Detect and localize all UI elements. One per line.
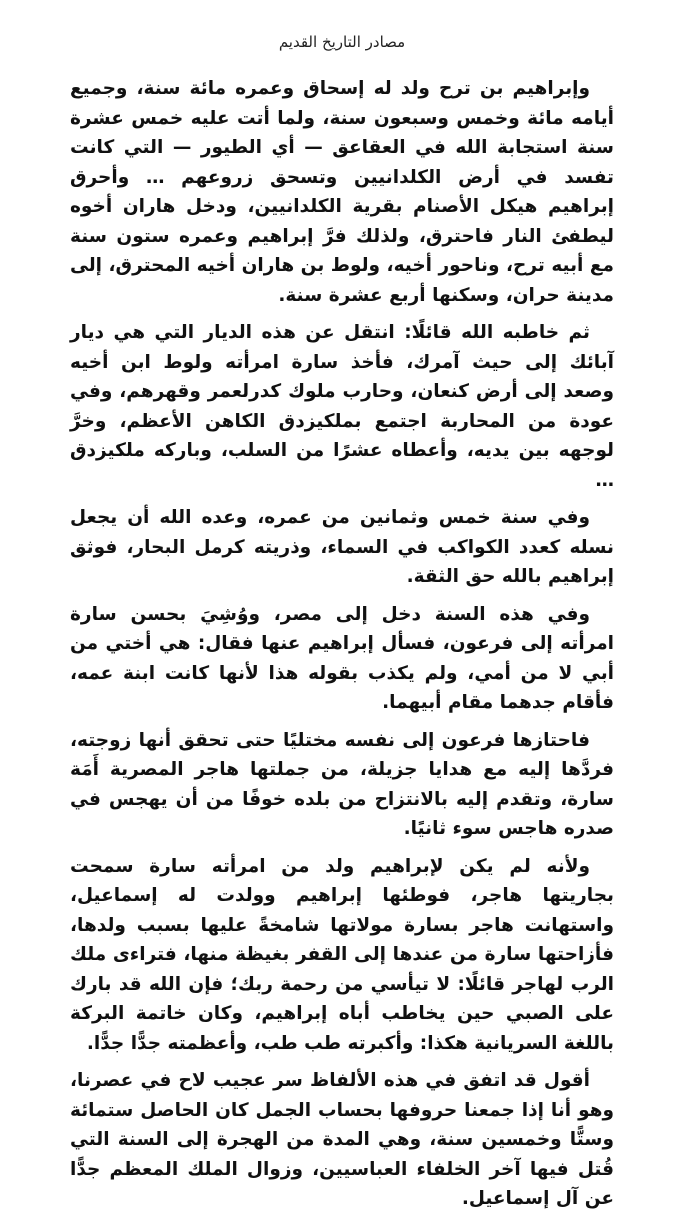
paragraph-1: وإبراهيم بن ترح ولد له إسحاق وعمره مائة سنة، وجميع أيامه مائة وخمس وسبعون سنة، ولما أتت عليه خمس عشرة سنة استجابة الله في العقاعق — أي الطيور — التي كانت تفسد في أرض الكلدانيين وتسحق زروعهم … وأحرق إبراهيم هيكل الأصنام بقرية الكلدانيين، ودخل هاران أخوه ليطفئ النار فاحترق، ولذلك فرَّ إبراهيم وعمره ستون سنة مع أبيه ترح، وناحور أخيه، ولوط بن هاران أخيه المحترق، إلى مدينة حران، وسكنها أربع عشرة سنة.	[70, 78, 614, 306]
paragraph-5: فاحتازها فرعون إلى نفسه مختليًا حتى تحقق أنها زوجته، فردَّها إليه مع هدايا جزيلة، من جملتها هاجر المصرية أَمَة سارة، وتقدم إليه بالانتزاح من بلده خوفًا من أن يهجس في صدره هاجس سوء ثانيًا.	[70, 729, 614, 839]
running-header: مصادر التاريخ القديم	[278, 33, 406, 51]
paragraph-4: وفي هذه السنة دخل إلى مصر، ووُشِيَ بحسن سارة امرأته إلى فرعون، فسأل إبراهيم عنها فقال: هي أختي من أبي لا من أمي، ولم يكذب بقوله هذا لأنها كانت ابنة عمه، فأقام جدهما مقام أبيهما.	[70, 603, 614, 713]
body-text	[70, 74, 614, 1214]
paragraph-6: ولأنه لم يكن لإبراهيم ولد من امرأته سارة سمحت بجاريتها هاجر، فوطئها إبراهيم وولدت له إسماعيل، واستهانت هاجر بسارة مولاتها شامخةً عليها بسبب ولدها، فأزاحتها سارة من عندها إلى القفر بغيظة منها، فتراءى ملك الرب لهاجر قائلًا: لا تيأسي من رحمة ربك؛ فإن الله قد بارك على الصبي حين يخاطب أباه إبراهيم، وكان خاتمة البركة باللغة السريانية هكذا: وأكبرته طب طب، وأعظمته جدًّا جدًّا.	[70, 855, 614, 1054]
paragraph-3: وفي سنة خمس وثمانين من عمره، وعده الله أن يجعل نسله كعدد الكواكب في السماء، وذريته كرمل البحار، فوثق إبراهيم بالله حق الثقة.	[70, 507, 614, 587]
paragraph-7: أقول قد اتفق في هذه الألفاظ سر عجيب لاح في عصرنا، وهو أنا إذا جمعنا حروفها بحساب الجمل كان الحاصل ستمائة وستًّا وخمسين سنة، وهي المدة من الهجرة إلى السنة التي قُتل فيها آخر الخلفاء العباسيين، وزوال الملك المعظم جدًّا عن آل إسماعيل.	[70, 1070, 614, 1209]
paragraph-2: ثم خاطبه الله قائلًا: انتقل عن هذه الديار التي هي ديار آبائك إلى حيث آمرك، فأخذ سارة امرأته ولوط ابن أخيه وصعد إلى أرض كنعان، وحارب ملوك كدرلعمر وقهرهم، وفي عودة من المحاربة اجتمع بملكيزدق الكاهن الأعظم، وخرَّ لوجهه بين يديه، وأعطاه عشرًا من السلب، وباركه ملكيزدق …	[70, 322, 614, 491]
